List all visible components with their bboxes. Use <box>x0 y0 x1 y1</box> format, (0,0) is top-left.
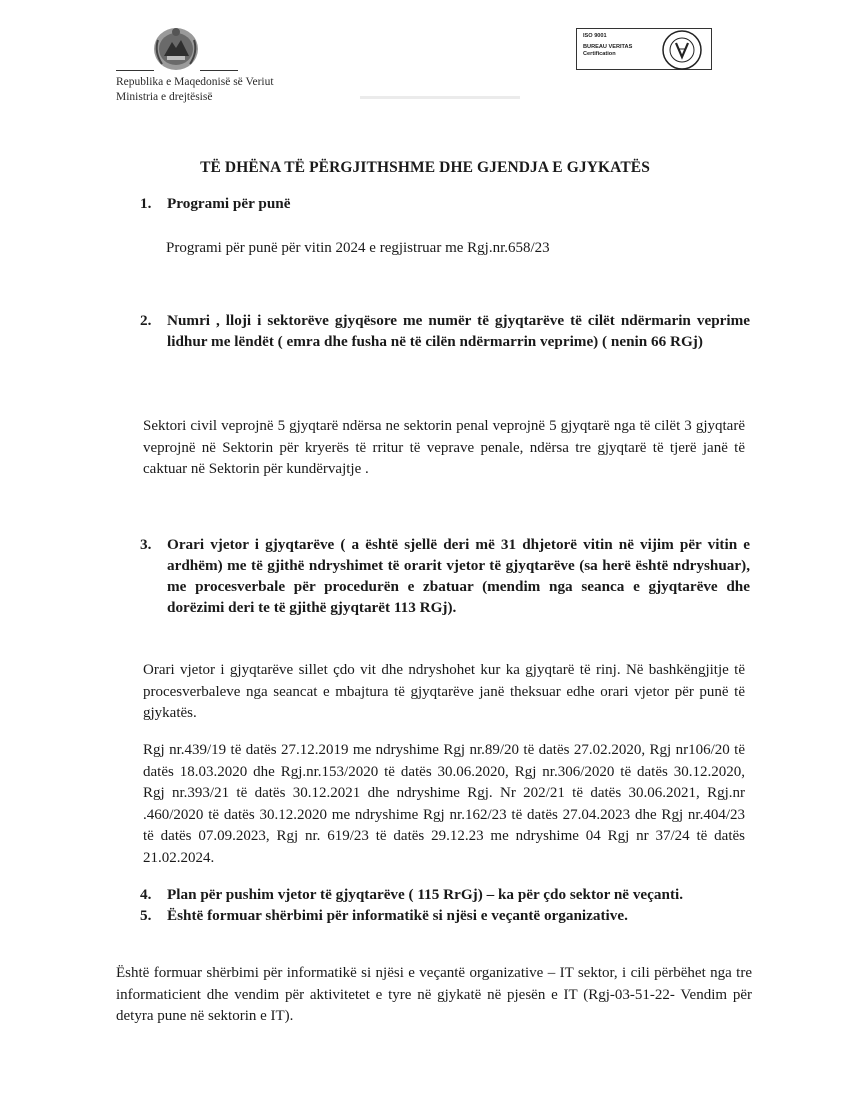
section-2-text: Sektori civil veprojnë 5 gjyqtarë ndërsa ne sektorin penal veprojnë 5 gjyqtarë nga të cilët 3 gjyqtarë veprojnë në Sektorin për kryerës të rritur të veprave penale, ndërsa tre gjyqtarë të tjerë janë të caktuar në Sektorin për kundërvajtje . <box>143 418 745 477</box>
section-heading-text: Plan për pushim vjetor të gjyqtarëve ( 115 RrGj) – ka për çdo sektor në veçanti. <box>167 886 684 903</box>
section-heading-text: Orari vjetor i gjyqtarëve ( a është sjellë deri më 31 dhjetorë vitin në vijim për vitin e ardhëm) me të gjithë ndryshimet të orarit vjetor të gjyqtarëve (sa herë është ndryshuar), me procesverbale për procedurën e zbatuar (mendim nga seanca e gjyqtarëve dhe dorëzimi deri te të gjithë gjyqtarët 113 RGj). <box>167 536 750 616</box>
cert-iso: ISO 9001 <box>583 33 607 39</box>
scan-artifact <box>360 96 520 99</box>
page-title: TË DHËNA TË PËRGJITHSHME DHE GJENDJA E GJYKATËS <box>200 159 650 176</box>
section-number: 1. <box>140 195 152 212</box>
cert-certification: Certification <box>583 51 616 57</box>
org-country: Republika e Maqedonisë së Veriut <box>116 76 274 88</box>
cert-bureau: BUREAU VERITAS <box>583 44 633 50</box>
section-heading-text: Numri , lloji i sektorëve gjyqësore me numër të gjyqtarëve të cilët ndërmarin veprime lidhur me lëndët ( emra dhe fusha në të cilën ndërmarrin veprime) ( nenin 66 RGj) <box>167 312 750 350</box>
section-number: 4. <box>140 886 152 903</box>
section-4-heading <box>140 884 750 905</box>
section-3-references: Rgj nr.439/19 të datës 27.12.2019 me ndryshime Rgj nr.89/20 të datës 27.02.2020, Rgj nr106/20 të datës 18.03.2020 dhe Rgj.nr.153/2020 të datës 30.06.2020, Rgj nr.306/2020 të datës 30.12.2020, Rgj nr.393/21 të datës 30.12.2021 dhe ndryshime Rgj. Nr 202/21 të datës 30.06.2021, Rgj.nr .460/2020 të datës 30.12.2020 me ndryshime Rgj nr.162/23 të datës 27.04.2023 dhe Rgj nr.404/23 të datës 07.09.2023, Rgj nr. 619/23 të datës 29.12.23 me ndryshime 04 Rgj nr 37/24 të datës 21.02.2024. <box>143 742 745 866</box>
coat-of-arms-icon <box>150 22 202 72</box>
section-5-text: Është formuar shërbimi për informatikë si njësi e veçantë organizative – IT sektor, i cili përbëhet nga tre informaticient dhe vendim për aktivitetet e tyre në gjykatë në pjesën e IT (Rgj-03-51-22- Vendim për detyra pune në sektorin e IT). <box>116 965 752 1024</box>
section-3-heading <box>140 534 750 618</box>
section-5-heading <box>140 905 750 926</box>
section-number: 3. <box>140 536 152 553</box>
org-ministry: Ministria e drejtësisë <box>116 91 213 103</box>
section-heading-text: Është formuar shërbimi për informatikë si njësi e veçantë organizative. <box>167 907 628 924</box>
section-3-text: Orari vjetor i gjyqtarëve sillet çdo vit dhe ndryshohet kur ka gjyqtarë të rinj. Në bashkëngjitje të procesverbaleve nga seancat e mbajtura të gjyqtarëve janë theksuar edhe orari vjetor për punë të gjykatës. <box>143 662 745 721</box>
certification-seal-icon <box>657 29 707 71</box>
certification-stamp <box>576 28 712 70</box>
header-rule-left <box>116 70 154 71</box>
section-2-heading <box>140 310 750 352</box>
section-heading-text: Programi për punë <box>167 195 291 212</box>
section-1-heading <box>140 193 750 214</box>
header-rule-right <box>200 70 238 71</box>
section-number: 5. <box>140 907 152 924</box>
section-number: 2. <box>140 312 152 329</box>
section-1-text: Programi për punë për vitin 2024 e regjistruar me Rgj.nr.658/23 <box>166 240 550 256</box>
ministry-block <box>116 75 274 105</box>
